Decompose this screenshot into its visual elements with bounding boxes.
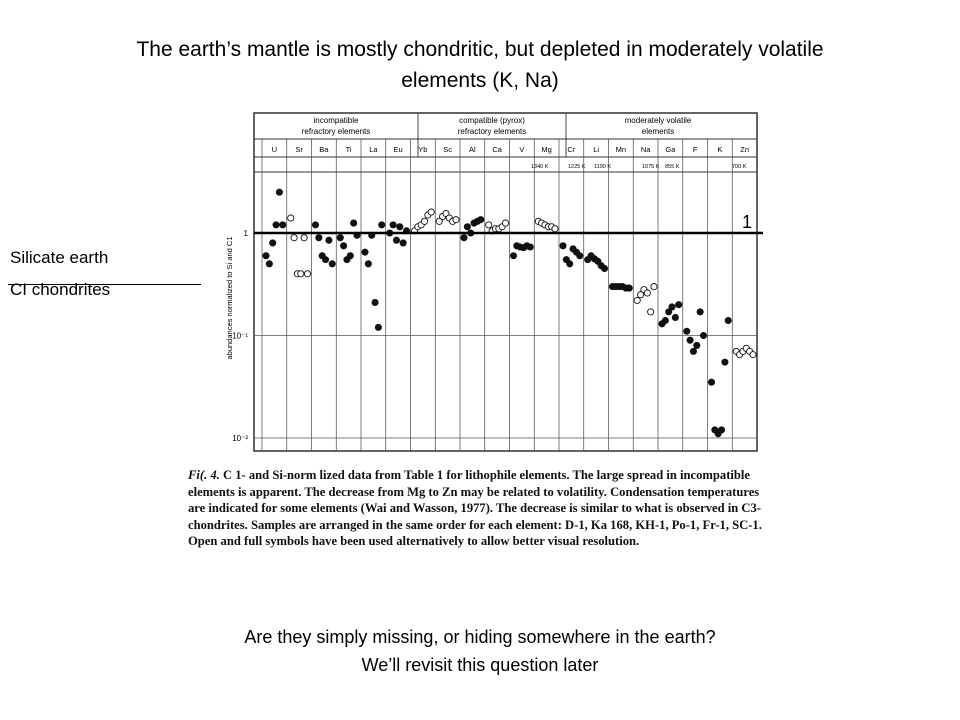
- data-point-k: [708, 379, 714, 385]
- data-point-yb: [421, 218, 427, 224]
- data-point-sr: [291, 235, 297, 241]
- data-point-u: [263, 253, 269, 259]
- data-point-f: [700, 332, 706, 338]
- data-point-na: [651, 283, 657, 289]
- data-point-cr: [567, 261, 573, 267]
- data-point-na: [634, 297, 640, 303]
- element-label-k: K: [717, 145, 723, 154]
- caption-text: C 1- and Si-norm lized data from Table 1 for lithophile elements. The large spread in incompatible elements is apparent. The decrease from Mg to Zn may be related to volatility. Condensation temperatures are indicated for some elements (Wai and Wasson, 1977). The decrease is similar to what is observed in C3-chondrites. Samples are arranged in the same order for each element: D-1, Ka 168, KH-1, Po-1, Fr-1, SC-1. Open and full symbols have been used alternatively to allow better visual resolution.: [188, 468, 762, 549]
- data-point-eu: [393, 237, 399, 243]
- data-point-f: [697, 309, 703, 315]
- data-point-v: [527, 244, 533, 250]
- element-label-sr: Sr: [295, 145, 303, 154]
- data-point-f: [687, 337, 693, 343]
- element-label-ba: Ba: [319, 145, 329, 154]
- abundance-chart: [218, 108, 763, 458]
- data-point-eu: [400, 240, 406, 246]
- figure-caption: [188, 467, 768, 550]
- title-line-1: The earth’s mantle is mostly chondritic, but depleted in moderately volatile: [136, 38, 824, 61]
- data-point-k: [718, 427, 724, 433]
- condensation-temp: 1225 K: [568, 164, 586, 170]
- chart-dynamic-layer: [232, 139, 763, 451]
- group-header-line2: elements: [641, 127, 675, 136]
- data-point-ti: [341, 243, 347, 249]
- data-point-u: [270, 240, 276, 246]
- element-label-sc: Sc: [443, 145, 453, 154]
- condensation-temp: 1340 K: [531, 164, 549, 170]
- data-point-cr: [577, 253, 583, 259]
- element-label-ti: Ti: [345, 145, 352, 154]
- data-point-f: [690, 348, 696, 354]
- data-point-la: [375, 324, 381, 330]
- element-label-ga: Ga: [665, 145, 676, 154]
- caption-fig-number: Fi(. 4.: [188, 468, 220, 482]
- data-point-f: [684, 328, 690, 334]
- element-label-u: U: [271, 145, 278, 154]
- data-point-k: [725, 317, 731, 323]
- y-tick-label: 10⁻²: [232, 434, 248, 443]
- unity-label: 1: [742, 212, 753, 232]
- bottom-question: [80, 623, 880, 679]
- group-header-line2: refractory elements: [301, 127, 371, 136]
- element-label-al: Al: [469, 145, 476, 154]
- data-point-al: [478, 217, 484, 223]
- element-label-v: V: [519, 145, 525, 154]
- data-point-li: [601, 265, 607, 271]
- element-label-mg: Mg: [541, 145, 552, 154]
- element-label-zn: Zn: [740, 145, 750, 154]
- data-point-eu: [390, 222, 396, 228]
- data-point-mg: [552, 226, 558, 232]
- data-point-f: [694, 342, 700, 348]
- data-point-ga: [669, 304, 675, 310]
- data-point-sr: [304, 271, 310, 277]
- data-point-sc: [453, 217, 459, 223]
- element-label-cr: Cr: [567, 145, 576, 154]
- element-label-mn: Mn: [615, 145, 627, 154]
- data-point-u: [280, 222, 286, 228]
- data-point-ca: [486, 222, 492, 228]
- data-point-ca: [502, 220, 508, 226]
- title-line-2: elements (K, Na): [401, 69, 559, 92]
- condensation-temp: 855 K: [665, 164, 680, 170]
- abundance-figure: [218, 108, 763, 458]
- data-point-ti: [337, 235, 343, 241]
- data-point-sr: [288, 215, 294, 221]
- data-point-na: [644, 290, 650, 296]
- condensation-temp: 700 K: [732, 164, 747, 170]
- data-point-ti: [351, 220, 357, 226]
- element-label-f: F: [692, 145, 698, 154]
- data-point-ba: [316, 235, 322, 241]
- data-point-ba: [326, 237, 332, 243]
- silicate-earth-label: Silicate earth: [10, 248, 109, 267]
- data-point-zn: [750, 352, 756, 358]
- bottom-line-1: Are they simply missing, or hiding somewhere in the earth?: [244, 627, 716, 647]
- condensation-temp: 1190 K: [594, 164, 612, 170]
- data-point-la: [362, 249, 368, 255]
- data-point-u: [276, 189, 282, 195]
- element-label-la: La: [369, 145, 378, 154]
- condensation-temp: 1075 K: [642, 164, 660, 170]
- element-label-eu: Eu: [393, 145, 403, 154]
- data-point-sr: [298, 271, 304, 277]
- data-point-ga: [676, 302, 682, 308]
- data-point-u: [273, 222, 279, 228]
- element-label-yb: Yb: [418, 145, 428, 154]
- data-point-ba: [329, 261, 335, 267]
- data-point-v: [510, 253, 516, 259]
- slide-title: [40, 34, 920, 96]
- ci-chondrites-label: CI chondrites: [10, 280, 111, 299]
- data-point-ga: [662, 317, 668, 323]
- group-header-line2: refractory elements: [457, 127, 527, 136]
- data-point-na: [648, 309, 654, 315]
- group-header-line1: moderately volatile: [624, 116, 692, 125]
- data-point-k: [722, 359, 728, 365]
- data-point-la: [372, 299, 378, 305]
- data-point-mn: [626, 285, 632, 291]
- data-point-la: [365, 261, 371, 267]
- data-point-ga: [672, 314, 678, 320]
- element-label-na: Na: [640, 145, 651, 154]
- data-point-ba: [312, 222, 318, 228]
- data-point-la: [379, 222, 385, 228]
- y-tick-label: 10⁻¹: [232, 331, 248, 341]
- y-axis-label: abundances normalized to Si and C1: [225, 236, 234, 360]
- data-point-al: [464, 224, 470, 230]
- data-point-yb: [428, 209, 434, 215]
- data-point-u: [266, 261, 272, 267]
- bottom-line-2: We’ll revisit this question later: [361, 655, 599, 675]
- data-point-eu: [397, 224, 403, 230]
- data-point-ba: [322, 257, 328, 263]
- group-header-line1: incompatible: [313, 116, 359, 125]
- data-point-sr: [301, 235, 307, 241]
- group-header-line1: compatible (pyrox): [459, 116, 525, 125]
- element-label-ca: Ca: [492, 145, 502, 154]
- data-point-al: [461, 235, 467, 241]
- element-label-li: Li: [593, 145, 600, 154]
- data-point-ti: [347, 253, 353, 259]
- plot-frame: [254, 113, 757, 451]
- data-point-cr: [560, 243, 566, 249]
- y-tick-label: 1: [243, 229, 248, 238]
